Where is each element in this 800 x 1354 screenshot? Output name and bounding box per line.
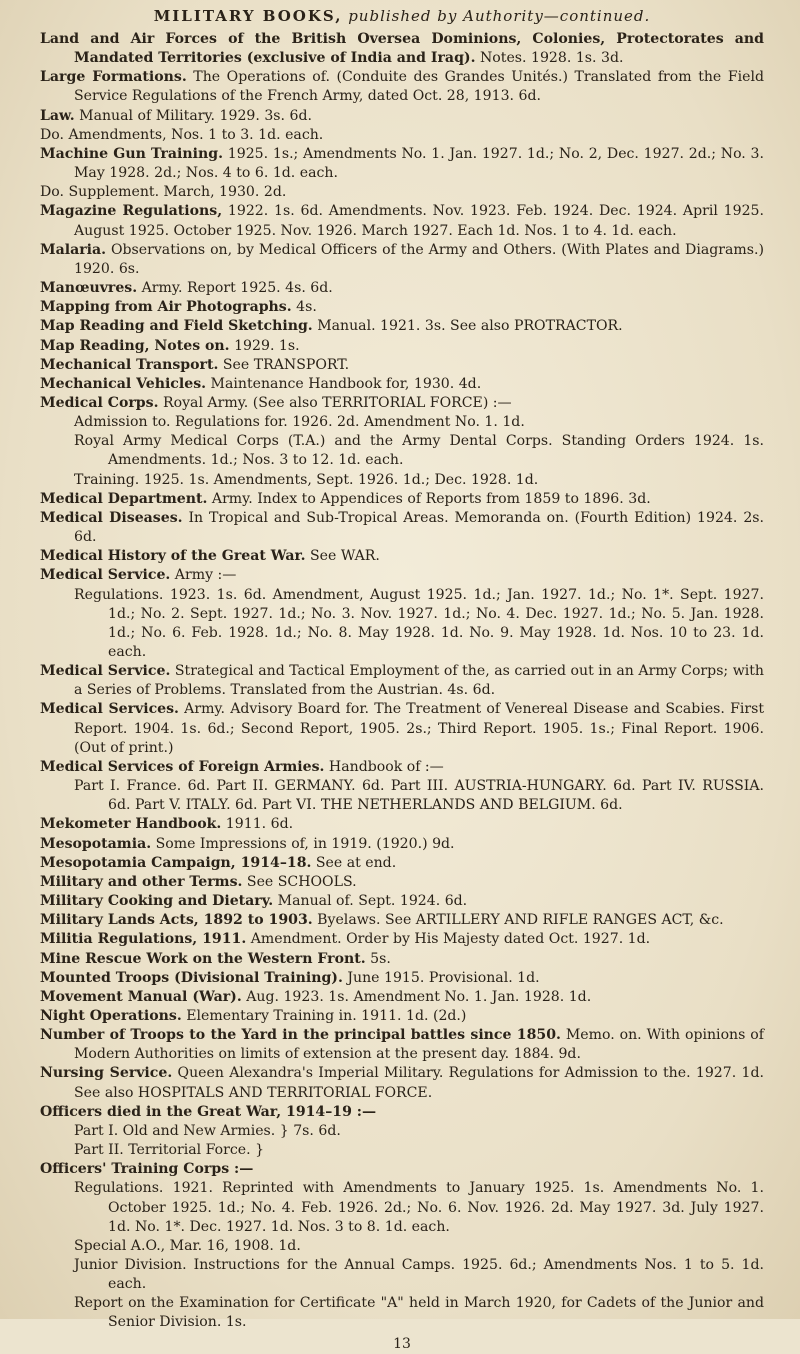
- entry-heading: Medical Service.: [40, 663, 171, 680]
- catalogue-entry: [40, 1141, 764, 1160]
- entry-text: In Tropical and Sub-Tropical Areas. Memoranda on. (Fourth Edition) 1924. 2s. 6d.: [74, 509, 764, 546]
- catalogue-entry: [40, 586, 764, 663]
- catalogue-entry: [40, 145, 764, 183]
- entry-text: Report on the Examination for Certificate "A" held in March 1920, for Cadets of the Junior and Senior Division. 1s.: [74, 1295, 764, 1331]
- catalogue-entry: [40, 1007, 764, 1026]
- entry-heading: Movement Manual (War).: [40, 988, 242, 1005]
- entry-heading: Medical Corps.: [40, 394, 159, 411]
- catalogue-entry: [40, 356, 764, 375]
- catalogue-entry: [40, 1103, 764, 1122]
- entry-heading: Magazine Regulations,: [40, 203, 223, 220]
- entry-text: See SCHOOLS.: [242, 873, 357, 890]
- catalogue-entry: [40, 30, 764, 68]
- entry-heading: Map Reading and Field Sketching.: [40, 318, 313, 335]
- entry-text: Byelaws. See ARTILLERY AND RIFLE RANGES ACT, &c.: [312, 912, 724, 929]
- entry-text: See TRANSPORT.: [218, 356, 350, 373]
- entry-heading: Mine Rescue Work on the Western Front.: [40, 950, 366, 967]
- entry-heading: Large Formations.: [40, 69, 187, 86]
- entry-heading: Medical Services of Foreign Armies.: [40, 758, 325, 775]
- entry-text: 4s.: [291, 299, 317, 316]
- entry-heading: Mechanical Vehicles.: [40, 375, 207, 392]
- running-head-caps: MILITARY BOOKS,: [153, 7, 343, 25]
- entry-heading: Mapping from Air Photographs.: [40, 299, 292, 316]
- catalogue-entry: [40, 911, 764, 930]
- entry-text: The Operations of. (Conduite des Grandes Unités.) Translated from the Field Service Regulations of the French Army, dated Oct. 28, 1913. 6d.: [74, 69, 764, 105]
- catalogue-entry: [40, 375, 764, 394]
- entry-text: Regulations. 1921. Reprinted with Amendments to January 1925. 1s. Amendments No. 1. October 1925. 1d.; No. 4. Feb. 1926. 2d.; No. 6. Nov. 1926. 2d. May 1927. 3d. July 1927. 1d. No. 1*. Dec. 1927. 1d. Nos. 3 to 8. 1d. each.: [74, 1180, 764, 1235]
- catalogue-entry: [40, 566, 764, 585]
- entry-text: Army. Advisory Board for. The Treatment of Venereal Disease and Scabies. First Report. 1904. 1s. 6d.; Second Report, 1905. 2s.; Third Report. 1905. 1s.; Final Report. 1906. (Out of print.): [74, 701, 764, 756]
- entry-text: Army. Report 1925. 4s. 6d.: [137, 280, 333, 297]
- entry-text: 1929. 1s.: [229, 337, 300, 354]
- catalogue-entry: [40, 969, 764, 988]
- entry-text: 1925. 1s.; Amendments No. 1. Jan. 1927. 1d.; No. 2, Dec. 1927. 2d.; No. 3. May 1928. 2d.; Nos. 4 to 6. 1d. each.: [74, 145, 764, 182]
- entry-text: Maintenance Handbook for, 1930. 4d.: [206, 375, 482, 392]
- entry-heading: Mesopotamia.: [40, 835, 152, 852]
- entry-text: Royal Army. (See also TERRITORIAL FORCE) :—: [158, 394, 512, 411]
- entry-heading: Map Reading, Notes on.: [40, 337, 230, 354]
- entry-text: Special A.O., Mar. 16, 1908. 1d.: [74, 1237, 301, 1254]
- entry-text: Training. 1925. 1s. Amendments, Sept. 1926. 1d.; Dec. 1928. 1d.: [74, 471, 539, 488]
- entry-heading: Mesopotamia Campaign, 1914–18.: [40, 854, 312, 871]
- catalogue-entry: [40, 1256, 764, 1294]
- catalogue-entry: [40, 700, 764, 757]
- entry-text: Manual. 1921. 3s. See also PROTRACTOR.: [312, 318, 623, 335]
- entry-text: Royal Army Medical Corps (T.A.) and the Army Dental Corps. Standing Orders 1924. 1s. Amendments. 1d.; Nos. 3 to 12. 1d. each.: [74, 433, 764, 469]
- entry-text: June 1915. Provisional. 1d.: [342, 969, 540, 986]
- entry-heading: Mounted Troops (Divisional Training).: [40, 969, 343, 986]
- entry-heading: Law.: [40, 107, 75, 124]
- entry-text: 1922. 1s. 6d. Amendments. Nov. 1923. Feb. 1924. Dec. 1924. April 1925. August 1925. October 1925. Nov. 1926. March 1927. Each 1d. Nos. 1 to 4. 1d. each.: [74, 203, 764, 239]
- entry-heading: Officers died in the Great War, 1914–19 :—: [40, 1103, 377, 1120]
- entry-heading: Medical Services.: [40, 701, 179, 718]
- catalogue-entry: [40, 337, 764, 356]
- entry-heading: Mekometer Handbook.: [40, 816, 222, 833]
- entry-text: Some Impressions of, in 1919. (1920.) 9d.: [151, 835, 455, 852]
- page-number: 13: [393, 1335, 411, 1352]
- entry-text: 5s.: [365, 950, 391, 967]
- entry-text: Admission to. Regulations for. 1926. 2d. Amendment No. 1. 1d.: [74, 414, 525, 431]
- entry-text: Part II. Territorial Force. }: [74, 1142, 265, 1159]
- entry-text: Strategical and Tactical Employment of the, as carried out in an Army Corps; with a Series of Problems. Translated from the Austrian. 4s. 6d.: [74, 663, 765, 699]
- entry-text: Manual of. Sept. 1924. 6d.: [273, 893, 468, 910]
- entry-heading: Number of Troops to the Yard in the principal battles since 1850.: [40, 1027, 561, 1044]
- entry-text: Do. Amendments, Nos. 1 to 3. 1d. each.: [40, 126, 324, 143]
- catalogue-entry: [40, 835, 764, 854]
- entry-text: Manual of Military. 1929. 3s. 6d.: [74, 107, 312, 124]
- entry-text: Notes. 1928. 1s. 3d.: [475, 50, 624, 67]
- entry-heading: Officers' Training Corps :—: [40, 1161, 254, 1178]
- entry-text: Part I. Old and New Armies. } 7s. 6d.: [74, 1122, 341, 1139]
- entry-text: Aug. 1923. 1s. Amendment No. 1. Jan. 1928. 1d.: [241, 988, 592, 1005]
- entry-heading: Mechanical Transport.: [40, 356, 219, 373]
- catalogue-entry: [40, 68, 764, 106]
- entry-text: See WAR.: [305, 548, 380, 565]
- catalogue-entry: [40, 298, 764, 317]
- catalogue-entry: [40, 1064, 764, 1102]
- catalogue-entry: [40, 490, 764, 509]
- entry-heading: Medical Service.: [40, 567, 171, 584]
- catalogue-entry: [40, 241, 764, 279]
- catalogue-entry: [40, 279, 764, 298]
- catalogue-entry: [40, 471, 764, 490]
- catalogue-entry: [40, 509, 764, 547]
- entry-text: Do. Supplement. March, 1930. 2d.: [40, 184, 287, 201]
- running-head-rest: published by Authority—continued.: [342, 7, 651, 25]
- entry-text: Regulations. 1923. 1s. 6d. Amendment, August 1925. 1d.; Jan. 1927. 1d.; No. 1*. Sept. 1927. 1d.; No. 2. Sept. 1927. 1d.; No. 3. Nov. 1927. 1d.; No. 4. Dec. 1927. 1d.; No. 5. Jan. 1928. 1d.; No. 6. Feb. 1928. 1d.; No. 8. May 1928. 1d. No. 9. May 1928. 1d. Nos. 10 to 23. 1d. each.: [74, 586, 764, 660]
- entry-heading: Malaria.: [40, 241, 107, 258]
- catalogue-entry: [40, 394, 764, 413]
- entry-text: Army. Index to Appendices of Reports from 1859 to 1896. 3d.: [207, 490, 651, 507]
- catalogue-entry: [40, 317, 764, 336]
- entry-text: Handbook of :—: [324, 758, 444, 775]
- entry-heading: Manœuvres.: [40, 280, 138, 297]
- catalogue-entry: [40, 930, 764, 949]
- catalogue-entry: [40, 1026, 764, 1064]
- entry-heading: Nursing Service.: [40, 1065, 173, 1082]
- catalogue-entry: [40, 854, 764, 873]
- catalogue-entry: [40, 413, 764, 432]
- entry-heading: Machine Gun Training.: [40, 145, 224, 162]
- entry-text: Observations on, by Medical Officers of the Army and Others. (With Plates and Diagrams.) 1920. 6s.: [74, 241, 764, 277]
- entry-text: See at end.: [311, 854, 397, 871]
- catalogue-entry: [40, 988, 764, 1007]
- entry-text: Army :—: [170, 567, 237, 584]
- catalogue-entry: [40, 1294, 764, 1332]
- entry-heading: Land and Air Forces of the British Oversea Dominions, Colonies, Protectorates and Mandated Territories (exclusive of India and Iraq).: [40, 31, 764, 67]
- entry-heading: Medical History of the Great War.: [40, 548, 306, 565]
- entry-heading: Military Cooking and Dietary.: [40, 893, 274, 910]
- catalogue-entry: [40, 777, 764, 815]
- entry-text: Part I. France. 6d. Part II. GERMANY. 6d. Part III. AUSTRIA-HUNGARY. 6d. Part IV. RUSSIA. 6d. Part V. ITALY. 6d. Part VI. THE NETHERLANDS AND BELGIUM. 6d.: [74, 778, 764, 814]
- entry-heading: Medical Diseases.: [40, 509, 183, 526]
- catalogue-entry: [40, 662, 764, 700]
- catalogue-entry: [40, 873, 764, 892]
- catalogue-entry: [40, 815, 764, 834]
- entry-heading: Night Operations.: [40, 1007, 182, 1024]
- entry-text: Junior Division. Instructions for the Annual Camps. 1925. 6d.; Amendments Nos. 1 to 5. 1d. each.: [74, 1257, 764, 1293]
- catalogue-entry: [40, 1237, 764, 1256]
- entry-text: Elementary Training in. 1911. 1d. (2d.): [181, 1007, 467, 1024]
- entry-list: [40, 30, 764, 1333]
- entry-text: Amendment. Order by His Majesty dated Oct. 1927. 1d.: [246, 931, 651, 948]
- catalogue-entry: [40, 1122, 764, 1141]
- running-head: [40, 6, 764, 26]
- catalogue-entry: [40, 107, 764, 126]
- entry-text: 1911. 6d.: [221, 816, 294, 833]
- catalogue-entry: [40, 1179, 764, 1236]
- catalogue-entry: [40, 202, 764, 240]
- entry-heading: Medical Department.: [40, 490, 208, 507]
- catalogue-entry: [40, 892, 764, 911]
- entry-text: Memo. on. With opinions of Modern Authorities on limits of extension at the present day. 1884. 9d.: [74, 1027, 764, 1063]
- catalogue-entry: [40, 1160, 764, 1179]
- catalogue-entry: [40, 758, 764, 777]
- catalogue-entry: [40, 547, 764, 566]
- catalogue-entry: [40, 126, 764, 145]
- catalogue-entry: [40, 183, 764, 202]
- entry-text: Queen Alexandra's Imperial Military. Regulations for Admission to the. 1927. 1d. See also HOSPITALS AND TERRITORIAL FORCE.: [74, 1065, 764, 1101]
- entry-heading: Military Lands Acts, 1892 to 1903.: [40, 912, 313, 929]
- catalogue-entry: [40, 950, 764, 969]
- entry-heading: Militia Regulations, 1911.: [40, 931, 247, 948]
- entry-heading: Military and other Terms.: [40, 873, 243, 890]
- catalogue-entry: [40, 432, 764, 470]
